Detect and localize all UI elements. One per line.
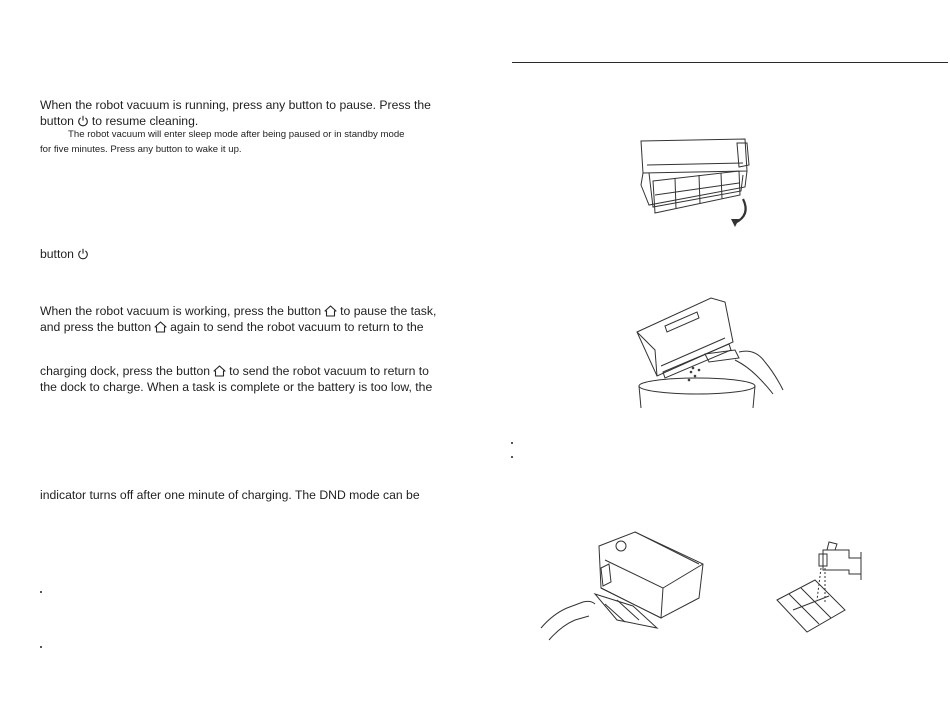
dock-instruction-line-2: [40, 319, 424, 335]
dock-instruction-text-d: again to send the robot vacuum to return to the: [170, 320, 424, 334]
bullet-dot: [40, 591, 42, 593]
bullet-dot: [511, 442, 513, 444]
sleep-note-line-2: for five minutes. Press any button to wake it up.: [40, 144, 242, 155]
power-icon: [77, 115, 89, 127]
indicator-instruction-line-1: indicator turns off after one minute of charging. The DND mode can be: [40, 488, 420, 502]
dustbin-filter-illustration: [635, 135, 760, 230]
sleep-note-line-1: The robot vacuum will enter sleep mode after being paused or in standby mode: [68, 129, 405, 140]
charge-instruction-line-1: [40, 363, 429, 379]
power-button-label: [40, 246, 92, 262]
power-icon: [77, 248, 89, 260]
bullet-dot: [511, 456, 513, 458]
charge-instruction-line-2: the dock to charge. When a task is complete or the battery is too low, the: [40, 380, 433, 394]
dock-instruction-text-b: to pause the task,: [340, 304, 437, 318]
home-icon: [324, 305, 337, 317]
home-icon: [154, 321, 167, 333]
tap-filter-illustration: [539, 528, 709, 643]
charge-instruction-text-a: charging dock, press the button: [40, 364, 211, 378]
dock-instruction-line-1: [40, 303, 436, 319]
pause-instruction-line-1: When the robot vacuum is running, press any button to pause. Press the: [40, 98, 431, 112]
pause-instruction-button-word: button: [40, 114, 74, 128]
section-divider: [512, 62, 948, 63]
home-icon: [213, 365, 226, 377]
dock-instruction-text-c: and press the button: [40, 320, 152, 334]
rinse-filter-illustration: [773, 540, 869, 640]
bullet-dot: [40, 646, 42, 648]
power-button-word: button: [40, 247, 74, 261]
pause-instruction-resume-text: to resume cleaning.: [91, 114, 199, 128]
charge-instruction-text-b: to send the robot vacuum to return to: [229, 364, 429, 378]
right-page: [475, 0, 950, 710]
empty-dustbin-illustration: [635, 290, 795, 408]
dock-instruction-text-a: When the robot vacuum is working, press the button: [40, 304, 322, 318]
